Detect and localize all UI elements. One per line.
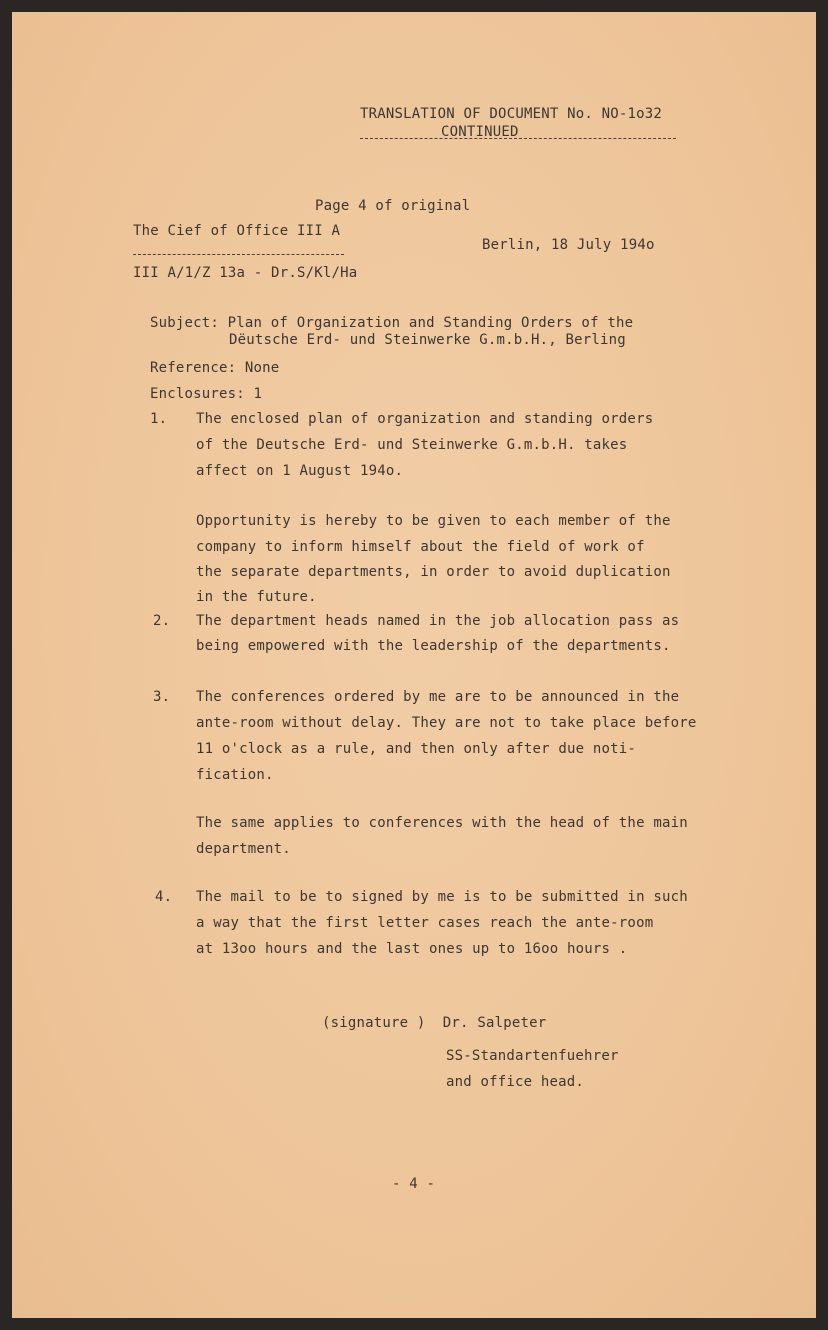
item-2-line: The department heads named in the job allocation pass as [196, 613, 680, 629]
item-1-number: 1. [150, 411, 168, 427]
item-3-line: 11 o'clock as a rule, and then only after due noti- [196, 741, 637, 757]
sender-line: The Cief of Office III A [133, 223, 341, 239]
file-reference: III A/1/Z 13a - Dr.S/Kl/Ha [133, 265, 358, 281]
item-1-extra-line: Opportunity is hereby to be given to each member of the [196, 513, 671, 529]
sender-underline [133, 254, 344, 255]
item-1-extra-line: the separate departments, in order to avoid duplication [196, 564, 671, 580]
item-4-line: a way that the first letter cases reach the ante-room [196, 915, 654, 931]
item-1-line: The enclosed plan of organization and standing orders [196, 411, 654, 427]
item-3-extra-line: department. [196, 841, 291, 857]
item-3-line: ante-room without delay. They are not to take place before [196, 715, 697, 731]
subject-line-2: Dёutsche Erd- und Steinwerke G.m.b.H., Berling [229, 332, 626, 348]
title-underline [360, 138, 676, 139]
item-3-line: fication. [196, 767, 274, 783]
item-3-extra-line: The same applies to conferences with the head of the main [196, 815, 688, 831]
page-reference: Page 4 of original [315, 198, 471, 214]
item-1-extra-line: in the future. [196, 589, 317, 605]
subject-line-1: Subject: Plan of Organization and Standing Orders of the [150, 315, 634, 331]
item-1-extra-line: company to inform himself about the field of work of [196, 539, 645, 555]
page-number: - 4 - [392, 1176, 436, 1192]
item-4-line: The mail to be to signed by me is to be submitted in such [196, 889, 688, 905]
signature-title: and office head. [446, 1074, 585, 1090]
enclosures-line: Enclosures: 1 [150, 386, 263, 402]
date-line: Berlin, 18 July 194o [482, 237, 655, 253]
item-4-number: 4. [155, 889, 173, 905]
signature-rank: SS-Standartenfuehrer [446, 1048, 619, 1064]
item-4-line: at 13oo hours and the last ones up to 16oo hours . [196, 941, 628, 957]
item-2-number: 2. [153, 613, 171, 629]
signature-line: (signature ) Dr. Salpeter [322, 1015, 547, 1031]
document-subtitle: CONTINUED [441, 124, 519, 140]
document-page [12, 12, 816, 1318]
item-1-line: of the Deutsche Erd- und Steinwerke G.m.b.H. takes [196, 437, 628, 453]
item-3-line: The conferences ordered by me are to be announced in the [196, 689, 680, 705]
item-1-line: affect on 1 August 194o. [196, 463, 404, 479]
document-title: TRANSLATION OF DOCUMENT No. NO-1o32 [360, 106, 663, 122]
item-3-number: 3. [153, 689, 171, 705]
item-2-line: being empowered with the leadership of the departments. [196, 638, 671, 654]
reference-line: Reference: None [150, 360, 280, 376]
